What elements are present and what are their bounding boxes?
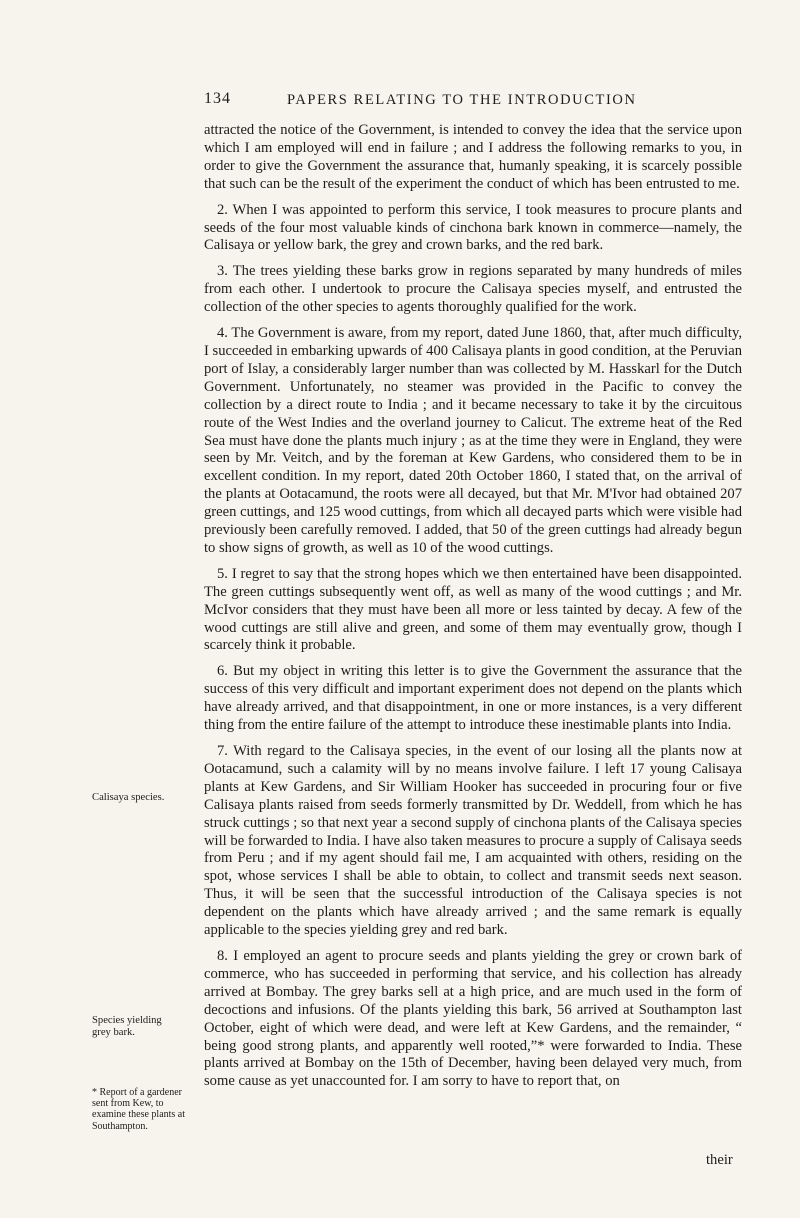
paragraph-2: 2. When I was appointed to perform this service, I took measures to procure plants and seeds of the four most valuable kinds of cinchona bark known in commerce—namely, the Calisaya or yellow bark, the grey and crown barks, and the red bark. bbox=[204, 201, 742, 254]
main-text bbox=[204, 122, 742, 1099]
paragraph-3: 3. The trees yielding these barks grow in regions separated by many hundreds of miles from each other. I undertook to procure the Calisaya species myself, and entrusted the collection of the other species to agents thoroughly qualified for the work. bbox=[204, 263, 742, 316]
margin-note-grey-bark: Species yielding grey bark. bbox=[92, 1015, 162, 1039]
paragraph-6: 6. But my object in writing this letter is to give the Government the assurance that the success of this very difficult and important experiment does not depend on the plants which have already arrived, and that disappointment, in one or more instances, is a very different thing from the entire failure of the attempt to introduce these inestimable plants into India. bbox=[204, 663, 742, 734]
paragraph-5: 5. I regret to say that the strong hopes which we then entertained have been disappointed. The green cuttings subsequently went off, as well as many of the wood cuttings ; and Mr. McIvor considers that they must have been all more or less tainted by decay. A few of the wood cuttings are still alive and green, and some of them may eventually grow, though I scarcely think it probable. bbox=[204, 565, 742, 654]
page-number: 134 bbox=[204, 90, 231, 107]
paragraph-4: 4. The Government is aware, from my report, dated June 1860, that, after much difficulty, I succeeded in embarking upwards of 400 Calisaya plants in good condition, at the Peruvian port of Islay, a considerably larger number than was collected by M. Hasskarl for the Dutch Government. Unfortunately, no steamer was provided in the Pacific to convey the collection by a direct route to India ; and it became necessary to take it by the circuitous route of the West Indies and the overland journey to Calicut. The extreme heat of the Red Sea must have done the plants much injury ; as at the time they were in England, they were seen by Mr. Veitch, and by the foreman at Kew Gardens, who considered them to be in excellent condition. In my report, dated 20th October 1860, I stated that, on the arrival of the plants at Ootacamund, the roots were all decayed, but that Mr. M'Ivor had obtained 207 green cuttings, and 125 wood cuttings, from which all decayed parts which were visible had previously been carefully removed. I added, that 50 of the green cuttings had already begun to show signs of growth, as well as 10 of the wood cuttings. bbox=[204, 325, 742, 556]
running-head: PAPERS RELATING TO THE INTRODUCTION bbox=[287, 92, 637, 108]
catchword: their bbox=[706, 1152, 733, 1168]
paragraph-8: 8. I employed an agent to procure seeds and plants yielding the grey or crown bark of commerce, who has succeeded in performing that service, and his collection has already arrived at Bombay. The grey barks sell at a high price, and are much used in the form of decoctions and infusions. Of the plants yielding this bark, 56 arrived at Southampton last October, eight of which were dead, and were left at Kew Gardens, and the remainder, “ being good strong plants, and apparently well rooted,”* were forwarded to India. These plants arrived at Bombay on the 15th of December, having been delayed very much, from some cause as yet unaccounted for. I am sorry to have to report that, on bbox=[204, 947, 742, 1090]
margin-footnote: * Report of a gardener sent from Kew, to examine these plants at Southampton. bbox=[92, 1087, 186, 1132]
paragraph-7: 7. With regard to the Calisaya species, in the event of our losing all the plants now at Ootacamund, such a calamity will by no means involve failure. I left 17 young Calisaya plants at Kew Gardens, and Sir William Hooker has succeeded in procuring four or five Calisaya plants raised from seeds formerly transmitted by Dr. Weddell, from which he has struck cuttings ; so that next year a second supply of cinchona plants of the Calisaya species will be forwarded to India. I have also taken measures to procure a supply of Calisaya seeds from Peru ; and if my agent should fail me, I am acquainted with others, residing on the spot, whose services I shall be able to obtain, to collect and transmit seeds next season. Thus, it will be seen that the successful introduction of the Calisaya species is not dependent on the plants which have already arrived ; and the same remark is equally applicable to the species yielding grey and red bark. bbox=[204, 743, 742, 939]
paragraph-continuation: attracted the notice of the Government, is intended to convey the idea that the service upon which I am employed will end in failure ; and I address the following remarks to you, in order to give the Government the assurance that, humanly speaking, it is scarcely possible that such can be the result of the experiment the conduct of which has been entrusted to me. bbox=[204, 122, 742, 192]
margin-note-calisaya: Calisaya species. bbox=[92, 792, 165, 803]
